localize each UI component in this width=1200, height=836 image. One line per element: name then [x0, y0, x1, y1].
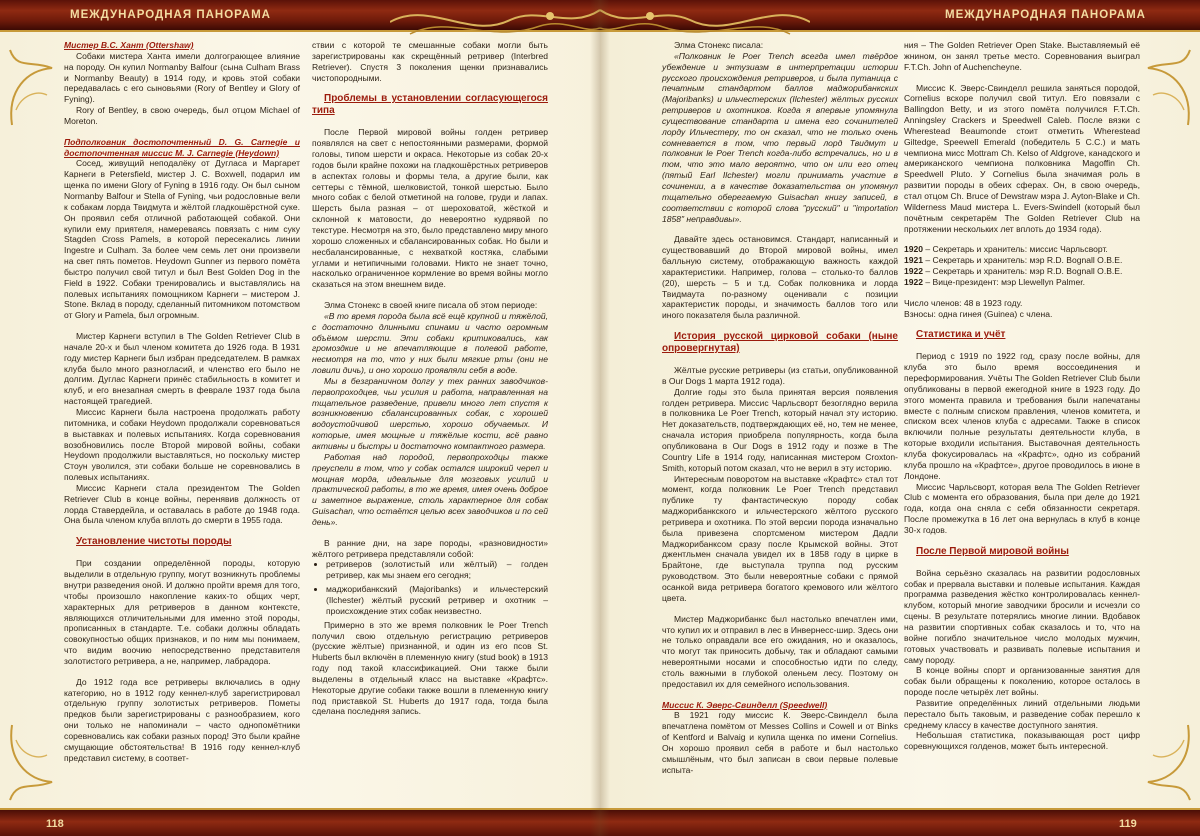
- section-heading: Проблемы в установлении согласующегося типа: [312, 93, 548, 117]
- officer-entry: [904, 255, 1140, 266]
- paragraph: Развитие определённых линий отдельными людьми перестало быть таковым, и разведение собак перешло к среднему классу в качестве доступного занятия.: [904, 697, 1140, 730]
- paragraph: Давайте здесь остановимся. Стандарт, написанный и существовавший до Второй мировой войны, имел балльную систему, отображающую важность каждой характеристики. Например, голова – столько-то баллов (20), шерсть – 5 и т.д. Собак полковника и лорда Твидмаута по-разному оценивали с позиции характеристик породы, и значимость баллов того или иного показателя была различной.: [662, 234, 898, 321]
- list-item: • маджорибанкский (Majoribanks) и ильчестерский (Ilchester) жёлтый русский ретривер и охотник – происхождение этих собак неизвестно.: [326, 584, 548, 617]
- paragraph: Сосед, живущий неподалёку от Дугласа и Маргарет Карнеги в Petersfield, мистер J. C. Boxwell, подарил им щенка по имени Glory of Fyning в 1916 году. Он был сыном Normanby Balfour и Stella of Fyning, чьи родословные вели к собакам лорда Твидмута и жёлтой гладкошёрстной суке. Он проявил себя отличной работающей собакой. Они купили ему приятеля, намереваясь повязать с ним суку Stagden Cross Pamels, в которой пересекались линии Ingestre и Culham. За более чем семь лет они произвели на свет пять пометов. Heydown Gunner из первого помёта быстро получил свой титул и был Best Golden Dog in the Field в 1922. Собаки тренировались и выставлялись на полевых испытаниях помощником Карнеги – мистером J. Stone. Вклад в породу, сделанный питомником потомством от Glory и Pamela, был огромным.: [64, 158, 300, 321]
- paragraph: Война серьёзно сказалась на развитии родословных собак и прервала выставки и полевые испытания. Каждая программа разведения жёстко контролировалась кеннел-клубом, который многие заводчики бросили и исчезли со сцены. В результате потерялись многие линии. Вдобавок на развитии спортивных собак сказалось и то, что на войне погибло значительное число молодых мужчин, готовых участвовать и развивать полевые испытания и саму породу.: [904, 567, 1140, 665]
- officer-year: 1922: [904, 276, 924, 287]
- subheading: Мистер В.С. Хант (Ottershaw): [64, 40, 194, 50]
- paragraph: Интересным поворотом на выставке «Крафтс» стал тот момент, когда полковник Le Poer Trench представил публике ту фантастическую породу собак маджорибанкского и ильчестерского жёлтого русского ретривера и охотника. По этой версии порода изначально была привезена спортсменом мистером Дадли Маджорибанксом сразу после Крымской войны. Этот джентльмен сначала увидел их в 1858 году в цирке в Брайтоне, где выступала труппа под русским руководством. Это были невероятные собаки с прямой осанкой вида ретривера богатого кремового или жёлтого цвета.: [662, 473, 898, 603]
- paragraph: Миссис Чарльсворт, которая вела The Golden Retriever Club с момента его образования, была при деле до 1921 года, когда она сняла с себя обязанности секретаря. После промежутка в 16 лет она вернулась в клуб в конце 30-х годов.: [904, 481, 1140, 535]
- officer-text: – Вице-президент: мэр Llewellyn Palmer.: [923, 276, 1086, 287]
- quote-paragraph: Мы в безграничном долгу у тех ранних заводчиков-первопроходцев, чьи усилия и работа, направленная на тщательное разведение, привели много лет спустя к возникновению сбалансированных собак, с хорошей водоустойчивой шерстью, хорошо обучаемых. И которые, имея мощные и тяжёлые кости, всё равно активны и быстры и достаточно компактного размера.: [312, 375, 548, 451]
- officer-year: 1921: [904, 255, 924, 266]
- page-gutter: [590, 0, 610, 836]
- text-column-4: [904, 40, 1140, 752]
- paragraph: В ранние дни, на заре породы, «разновидности» жёлтого ретривера представляли собой:: [312, 537, 548, 559]
- corner-swirl-icon: [2, 40, 62, 130]
- page-number-left: 118: [46, 818, 64, 830]
- paragraph: При создании определённой породы, которую выделили в отдельную группу, могут возникнуть проблемы внутри разведения оной. И должно пройти время для того, чтобы произошло накопление каких-то общих черт, характерных для ретриверов в данном контексте, являющихся отличительными для именно этой породы, прописанных в стандарте. Т.е. собаки должны обладать совокупностью общих признаков, и по ним мы понимаем, что видим воочию непосредственно представителя золотистого ретривера, а не, например, лабрадора.: [64, 558, 300, 666]
- quote-paragraph: «В то время порода была всё ещё крупной и тяжёлой, с достаточно длинными спинами и часто огромным объёмом шерсти. Эти собаки критиковались, как громоздкие и не впечатляющие в полевой работе, несмотря на то, что у них были мягкие рты (они не ловили дичь), и оно хорошо проявляли себя в воде.: [312, 310, 548, 376]
- paragraph: В 1921 году миссис К. Эверс-Свинделл была впечатлена помётом от Messes Collins и Cowell и от Binks of Kentford и Balvaig и купила щенка по имени Cornelius. Он хорошо проявил себя в работе и был настолько смышлёным, что был записан в свои первые полевые испыта-: [662, 710, 898, 775]
- paragraph: Мистер Карнеги вступил в The Golden Retriever Club в начале 20-х и был членом комитета до 1926 года. В 1931 году мистер Карнеги был избран председателем. В рамках клуба было много разногласий, и членство его было не долгим. Дуглас Карнеги принёс стабильность в комитет и клуб, и его внезапная смерть в феврале 1937 года была настоящей трагедией.: [64, 331, 300, 407]
- paragraph: Небольшая статистика, показывающая рост цифр соревнующихся голденов, может быть интересной.: [904, 730, 1140, 752]
- paragraph: Собаки мистера Ханта имели долгограющее влияние на породу. Он купил Normanby Balfour (сына Culham Brass и Normanby Beauty) в 1914 году, и кровь этой собаки передавалась с его сыновьями (Rory of Bentley и Glory of Fyning).: [64, 50, 300, 105]
- page-number-right: 119: [1119, 818, 1137, 830]
- header-ornament-right: [600, 0, 810, 44]
- header-ornament-left: [390, 0, 600, 44]
- paragraph: До 1912 года все ретриверы включались в одну категорию, но в 1912 году кеннел-клуб зарегистрировал отдельную группу золотистых ретриверов. Пометы предков были зарегистрированы с разнообразием, кого они только не напоминали – часто однопомётники соревновались как собаки разных пород! Это были крайне смущающие обстоятельства! В 1916 году кеннел-клуб представил систему, в соответ-: [64, 676, 300, 763]
- officer-entry: [904, 277, 1140, 288]
- officer-year: 1920: [904, 244, 924, 255]
- paragraph: Долгие годы это была принятая версия появления голден ретривера. Миссис Чарльсворт безоглядно верила в полковника Le Poer Trench, который начал эту историю. Нет доказательств, подтверждающих её, но, тем не менее, сначала история приобрела популярность, когда была опубликована в Our Dogs в 1912 году и позже в The Country Life в 1914 году, написанная мистером Croxton-Smith, который потом сказал, что не верил в эту историю.: [662, 386, 898, 473]
- footer-bar-left: [0, 808, 600, 836]
- subheading: Подполковник достопочтенный D. G. Carnegie и достопочтенная миссис M. J. Carnegie (Heydown): [64, 136, 300, 158]
- paragraph: ния – The Golden Retriever Open Stake. Выставляемый её жнином, он занял третье место. Соревнования выиграл F.T.Ch. John of Auchencheyne.: [904, 40, 1140, 72]
- paragraph: Миссис Карнеги стала президентом The Golden Retriever Club в конце войны, перенявив должность от лорда Ставердейла, и оставалась в работе до 1948 года. Она была членом клуба вплоть до смерти в 1955 года.: [64, 482, 300, 526]
- paragraph: Взносы: одна гинея (Guinea) с члена.: [904, 308, 1053, 319]
- paragraph: Число членов: 48 в 1923 году.: [904, 297, 1023, 308]
- paragraph: В конце войны спорт и организованные занятия для собак были обращены к поколению, которое осталось в породе после четырёх лет войны.: [904, 665, 1140, 698]
- text-column-1: [64, 40, 300, 763]
- corner-swirl-icon: [1138, 720, 1198, 810]
- paragraph: Миссис К. Эверс-Свинделл решила заняться породой, Cornelius вскоре получил свой титул. Его повязали с Ballingdon Betty, и из этого помёта получился F.T.Ch. Anningsley Crackers и Speedwell Caleb. После вязки с Wherestead Beaumonde стоит отметить Wherestead Giltedge, Speewell Emerald (победитель 5 C.C.) и мать чемпиона мисс Mottram Ch. Kelso of Aldgrove, канадского и американского чемпиона полковника Magoffin Ch. Speedwell Pluto. У Cornelius была значимая роль в развитии породы в обеих сферах. Он, в свою очередь, стал отцом Ch. Bruce of Dewstraw мэра J. Ayton-Blake и Ch. Wilderness Maud мистера L. Evers-Swindell (который был почётным секретарём The Golden Retriever Club на протяжении нескольких лет вплоть до 1934 года).: [904, 82, 1140, 234]
- quote-paragraph: «Полковник le Poer Trench всегда имел твёрдое убеждение и энтузиазм в интерпретации истории русского происхождения ретриверов, и была путаница с печатным стандартом баллов маджорибанкских (Majoribanks) и ильчестерских (Ilchester) жёлтых русских ретриверов и охотников. Когда я впервые упомянула существование стандарта и имена его сочинителей лорду Ильчестеру, то он сказал, что не только очень сомневается в том, что первый лорд Твидмут и полковник le Poer Trench когда-либо встречались, но и в том, что это мало вероятно, что он или его отец (пятый Earl Ilchester) могли принимать участие в сочинении, а в качестве доказательства он упомянул тщательно оберегаемую Guisachan книгу записей, в соответствии с которой слова "русский" и "importation 1858" неправдивы».: [662, 50, 898, 224]
- right-page: [600, 0, 1200, 836]
- officer-text: – Секретарь и хранитель: миссис Чарльсворт.: [923, 244, 1108, 255]
- section-heading: После Первой мировой войны: [916, 545, 1069, 557]
- officer-text: – Секретарь и хранитель: мэр R.D. Bognall O.B.E.: [923, 255, 1123, 266]
- officers-list: [904, 244, 1140, 287]
- subheading: Миссис К. Эверс-Свинделл (Speedwell): [662, 699, 828, 710]
- text-column-2: [312, 40, 548, 717]
- bullet-list: [312, 559, 548, 616]
- officer-entry: [904, 244, 1140, 255]
- quote-paragraph: Работая над породой, первопроходцы также преуспели в том, что у собак остался широкий череп и мощная морда, идеальные для мозговых усилий и практической работы, в то же время, имея очень доброе и заметное выражение, столь характерное для собак Guisachan, что остаётся целью всех заводчиков и по сей день».: [312, 451, 548, 527]
- corner-swirl-icon: [1138, 40, 1198, 130]
- paragraph: Rory of Bentley, в свою очередь, был отцом Michael of Moreton.: [64, 105, 300, 126]
- paragraph: Жёлтые русские ретриверы (из статьи, опубликованной в Our Dogs 1 марта 1912 года).: [662, 365, 898, 386]
- officer-entry: [904, 266, 1140, 277]
- section-title-right: МЕЖДУНАРОДНАЯ ПАНОРАМА: [945, 9, 1146, 21]
- footer-bar-right: [600, 808, 1200, 836]
- paragraph: Мистер Маджорибанкс был настолько впечатлен ими, что купил их и отправил в лес в Инвернесс-шир. Здесь они не только оправдали все его ожидания, но и оказалось, что могут так приносить добычу, так и обладают самыми невероятными носами и способностью идти по следу, столь важными в глубокой оленьем лесу. Поэтому он предоставил их для семейного использования.: [662, 613, 898, 689]
- officer-text: – Секретарь и хранитель: мэр R.D. Bognall O.B.E.: [923, 266, 1123, 277]
- paragraph: Элма Стонекс в своей книге писала об этом периоде:: [324, 300, 538, 311]
- section-title-left: МЕЖДУНАРОДНАЯ ПАНОРАМА: [70, 9, 271, 21]
- list-item: • ретриверов (золотистый или жёлтый) – голден ретривер, как мы знаем его сегодня;: [326, 559, 548, 581]
- paragraph: Период с 1919 по 1922 год, сразу после войны, для клуба это было время воссоединения и переформирования. Учёты The Golden Retriever Club были опубликованы в первой ежегодной книге в 1923 году. До этого момента правила и требования были напечатаны вместе с полным списком правления, членов комитета, и списком всех членов клуба с адресами. Также в список включили полные результаты деятельности клуба, в которые входили испытания. Выставочная деятельность клуба фокусировалась на «Крафтс», одно из собраний клуба прошло на «Крафтсе», другое проводилось в июне в Лондоне.: [904, 351, 1140, 481]
- text-column-3: [662, 40, 898, 775]
- paragraph: ствии с которой те смешанные собаки могли быть зарегистрированы как скрещённый ретривер (Interbred Retriever). Спустя 3 поколения щенки признавались чистопородными.: [312, 40, 548, 83]
- section-heading: Статистика и учёт: [916, 329, 1006, 341]
- paragraph: Миссис Карнеги была настроена продолжать работу питомника, и собаки Heydown продолжали соревноваться в выставках и полевых испытаниях. Когда соревнования возобновились после Второй мировой войны, собаки Heydown продолжили выставляться, но поскольку мистер Стоун уволился, эти собаки больше не соревновались в полевых испытаниях.: [64, 407, 300, 483]
- paragraph: Примерно в это же время полковник le Poer Trench получил свою отдельную регистрацию ретриверов (русские жёлтые) признанной, и один из его псов St. Huberts был включён в племенную книгу (stud book) в 1913 году под такой классификацией. Они также были выделены в отдельный класс на выставке «Крафтс». Некоторые другие собаки также вошли в племенную книгу под приставкой St. Huberts до 1917 года, тогда была сделана последняя запись.: [312, 619, 548, 717]
- paragraph: Элма Стонекс писала:: [674, 40, 764, 50]
- corner-swirl-icon: [2, 720, 62, 810]
- section-heading: Установление чистоты породы: [76, 536, 232, 548]
- section-heading: История русской цирковой собаки (ныне опровергнутая): [662, 331, 898, 355]
- officer-year: 1922: [904, 266, 924, 277]
- paragraph: После Первой мировой войны голден ретривер появлялся на свет с непостоянными размерами, формой головы, типом шерсти и окраса. Некоторые из собак 20-х годов были крайне похожи на гладкошёрстных ретриверов в аспектах головы и формы тела, а другие были, как сеттеры с тёмной, шелковистой, тонкой шерстью. Было много собак с белой отметиной на голове, груди и лапах. Шерсть была разная – от шероховатой, жёсткой и склонной к матовости, до невероятно кудрявой по текстуре. Несмотря на это, было представлено миру много хорошо сложенных и сбалансированных собак. Но были и несбалансированные, с нехваткой костяка, слабыми углами и нетипичными головами. Никто не знает точно, насколько ограниченное кормление во время войны могло сказаться на этом внешнем виде.: [312, 127, 548, 290]
